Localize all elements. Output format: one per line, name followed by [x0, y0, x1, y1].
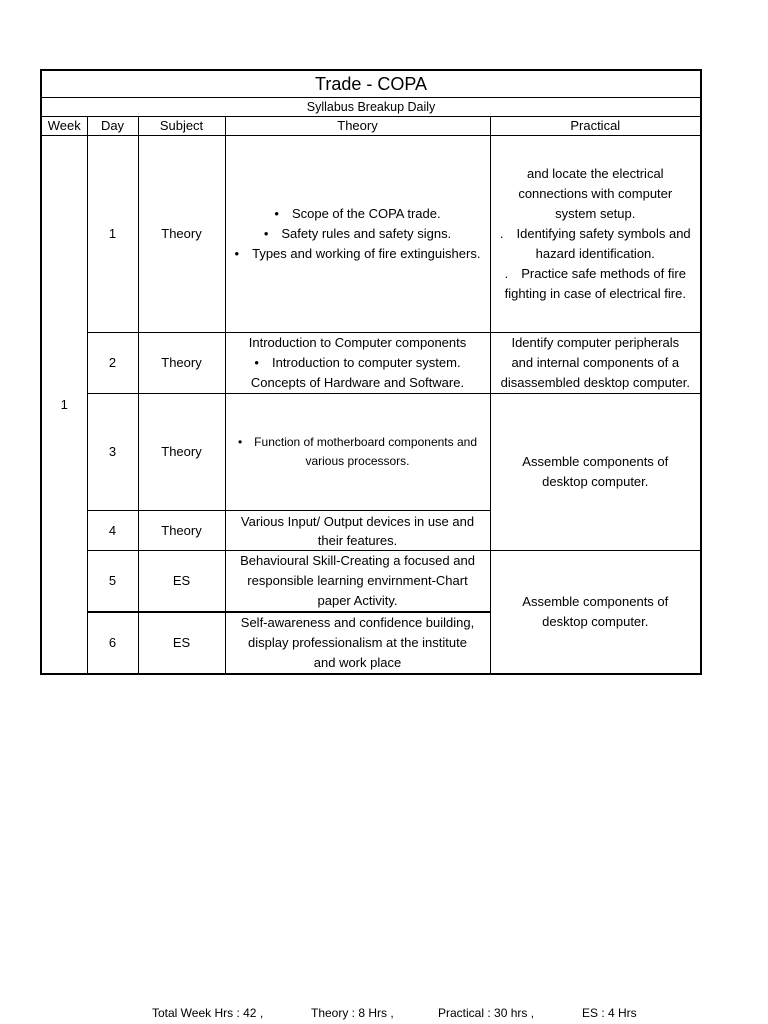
- footer-es-hours: ES : 4 Hrs: [582, 1006, 637, 1020]
- practical-line: system setup.: [555, 206, 636, 221]
- theory-line: • Safety rules and safety signs.: [263, 226, 452, 241]
- theory-line: and work place: [313, 655, 402, 670]
- theory-line: display professionalism at the institute: [248, 635, 467, 650]
- practical-cell: [490, 394, 701, 551]
- theory-line: • Scope of the COPA trade.: [274, 206, 441, 221]
- practical-cell: [490, 333, 701, 394]
- table-subtitle: Syllabus Breakup Daily: [41, 98, 701, 117]
- practical-line: Assemble components of: [522, 454, 669, 469]
- day-cell: 2: [87, 333, 138, 394]
- theory-line: Various Input/ Output devices in use and: [240, 513, 475, 529]
- hours-footer: [0, 1004, 768, 1024]
- week-cell: 1: [41, 136, 87, 675]
- header-theory: Theory: [225, 117, 490, 136]
- day-cell: 3: [87, 394, 138, 511]
- header-week: Week: [41, 117, 87, 136]
- practical-line: disassembled desktop computer.: [500, 375, 690, 390]
- practical-line: Assemble components of: [522, 594, 669, 609]
- footer-practical-hours: Practical : 30 hrs ,: [438, 1006, 535, 1020]
- practical-cell: [490, 551, 701, 675]
- day-cell: 5: [87, 551, 138, 613]
- day-cell: 4: [87, 511, 138, 551]
- practical-cell: [490, 136, 701, 333]
- theory-cell: [225, 136, 490, 333]
- theory-cell: [225, 394, 490, 511]
- practical-line: desktop computer.: [542, 614, 649, 629]
- subject-cell: ES: [138, 551, 225, 613]
- theory-line: Introduction to Computer components: [248, 335, 467, 350]
- theory-line: Behavioural Skill-Creating a focused and: [240, 553, 475, 568]
- table-row: [41, 551, 701, 613]
- theory-line: responsible learning envirnment-Chart: [247, 573, 468, 588]
- theory-cell: [225, 511, 490, 551]
- theory-line: • Types and working of fire extinguishers.: [234, 246, 481, 261]
- practical-line: desktop computer.: [542, 474, 649, 489]
- theory-line: various processors.: [305, 454, 410, 468]
- subject-cell: Theory: [138, 394, 225, 511]
- day-cell: 6: [87, 612, 138, 674]
- header-day: Day: [87, 117, 138, 136]
- day-cell: 1: [87, 136, 138, 333]
- practical-line: connections with computer: [518, 186, 673, 201]
- table-row: [41, 394, 701, 511]
- theory-line: Self-awareness and confidence building,: [240, 615, 475, 630]
- footer-theory-hours: Theory : 8 Hrs ,: [311, 1006, 394, 1020]
- practical-line: and internal components of a: [511, 355, 680, 370]
- practical-line: . Practice safe methods of fire: [504, 266, 686, 281]
- footer-total-hours: Total Week Hrs : 42 ,: [152, 1006, 264, 1020]
- subject-cell: ES: [138, 612, 225, 674]
- practical-line: fighting in case of electrical fire.: [504, 286, 686, 301]
- header-practical: Practical: [490, 117, 701, 136]
- theory-line: • Introduction to computer system.: [254, 355, 461, 370]
- subject-cell: Theory: [138, 136, 225, 333]
- table-title: Trade - COPA: [41, 70, 701, 98]
- table-row: [41, 333, 701, 394]
- theory-line: their features.: [317, 532, 398, 548]
- syllabus-table: [40, 69, 702, 675]
- practical-line: and locate the electrical: [526, 166, 664, 181]
- header-subject: Subject: [138, 117, 225, 136]
- subject-cell: Theory: [138, 511, 225, 551]
- theory-line: Concepts of Hardware and Software.: [250, 375, 465, 390]
- theory-cell: [225, 551, 490, 613]
- theory-cell: [225, 612, 490, 674]
- theory-line: paper Activity.: [317, 593, 398, 608]
- practical-line: hazard identification.: [535, 246, 655, 261]
- practical-line: Identify computer peripherals: [511, 335, 680, 350]
- subject-cell: Theory: [138, 333, 225, 394]
- theory-line: • Function of motherboard components and: [237, 435, 477, 449]
- table-row: [41, 136, 701, 333]
- theory-cell: [225, 333, 490, 394]
- practical-line: . Identifying safety symbols and: [499, 226, 691, 241]
